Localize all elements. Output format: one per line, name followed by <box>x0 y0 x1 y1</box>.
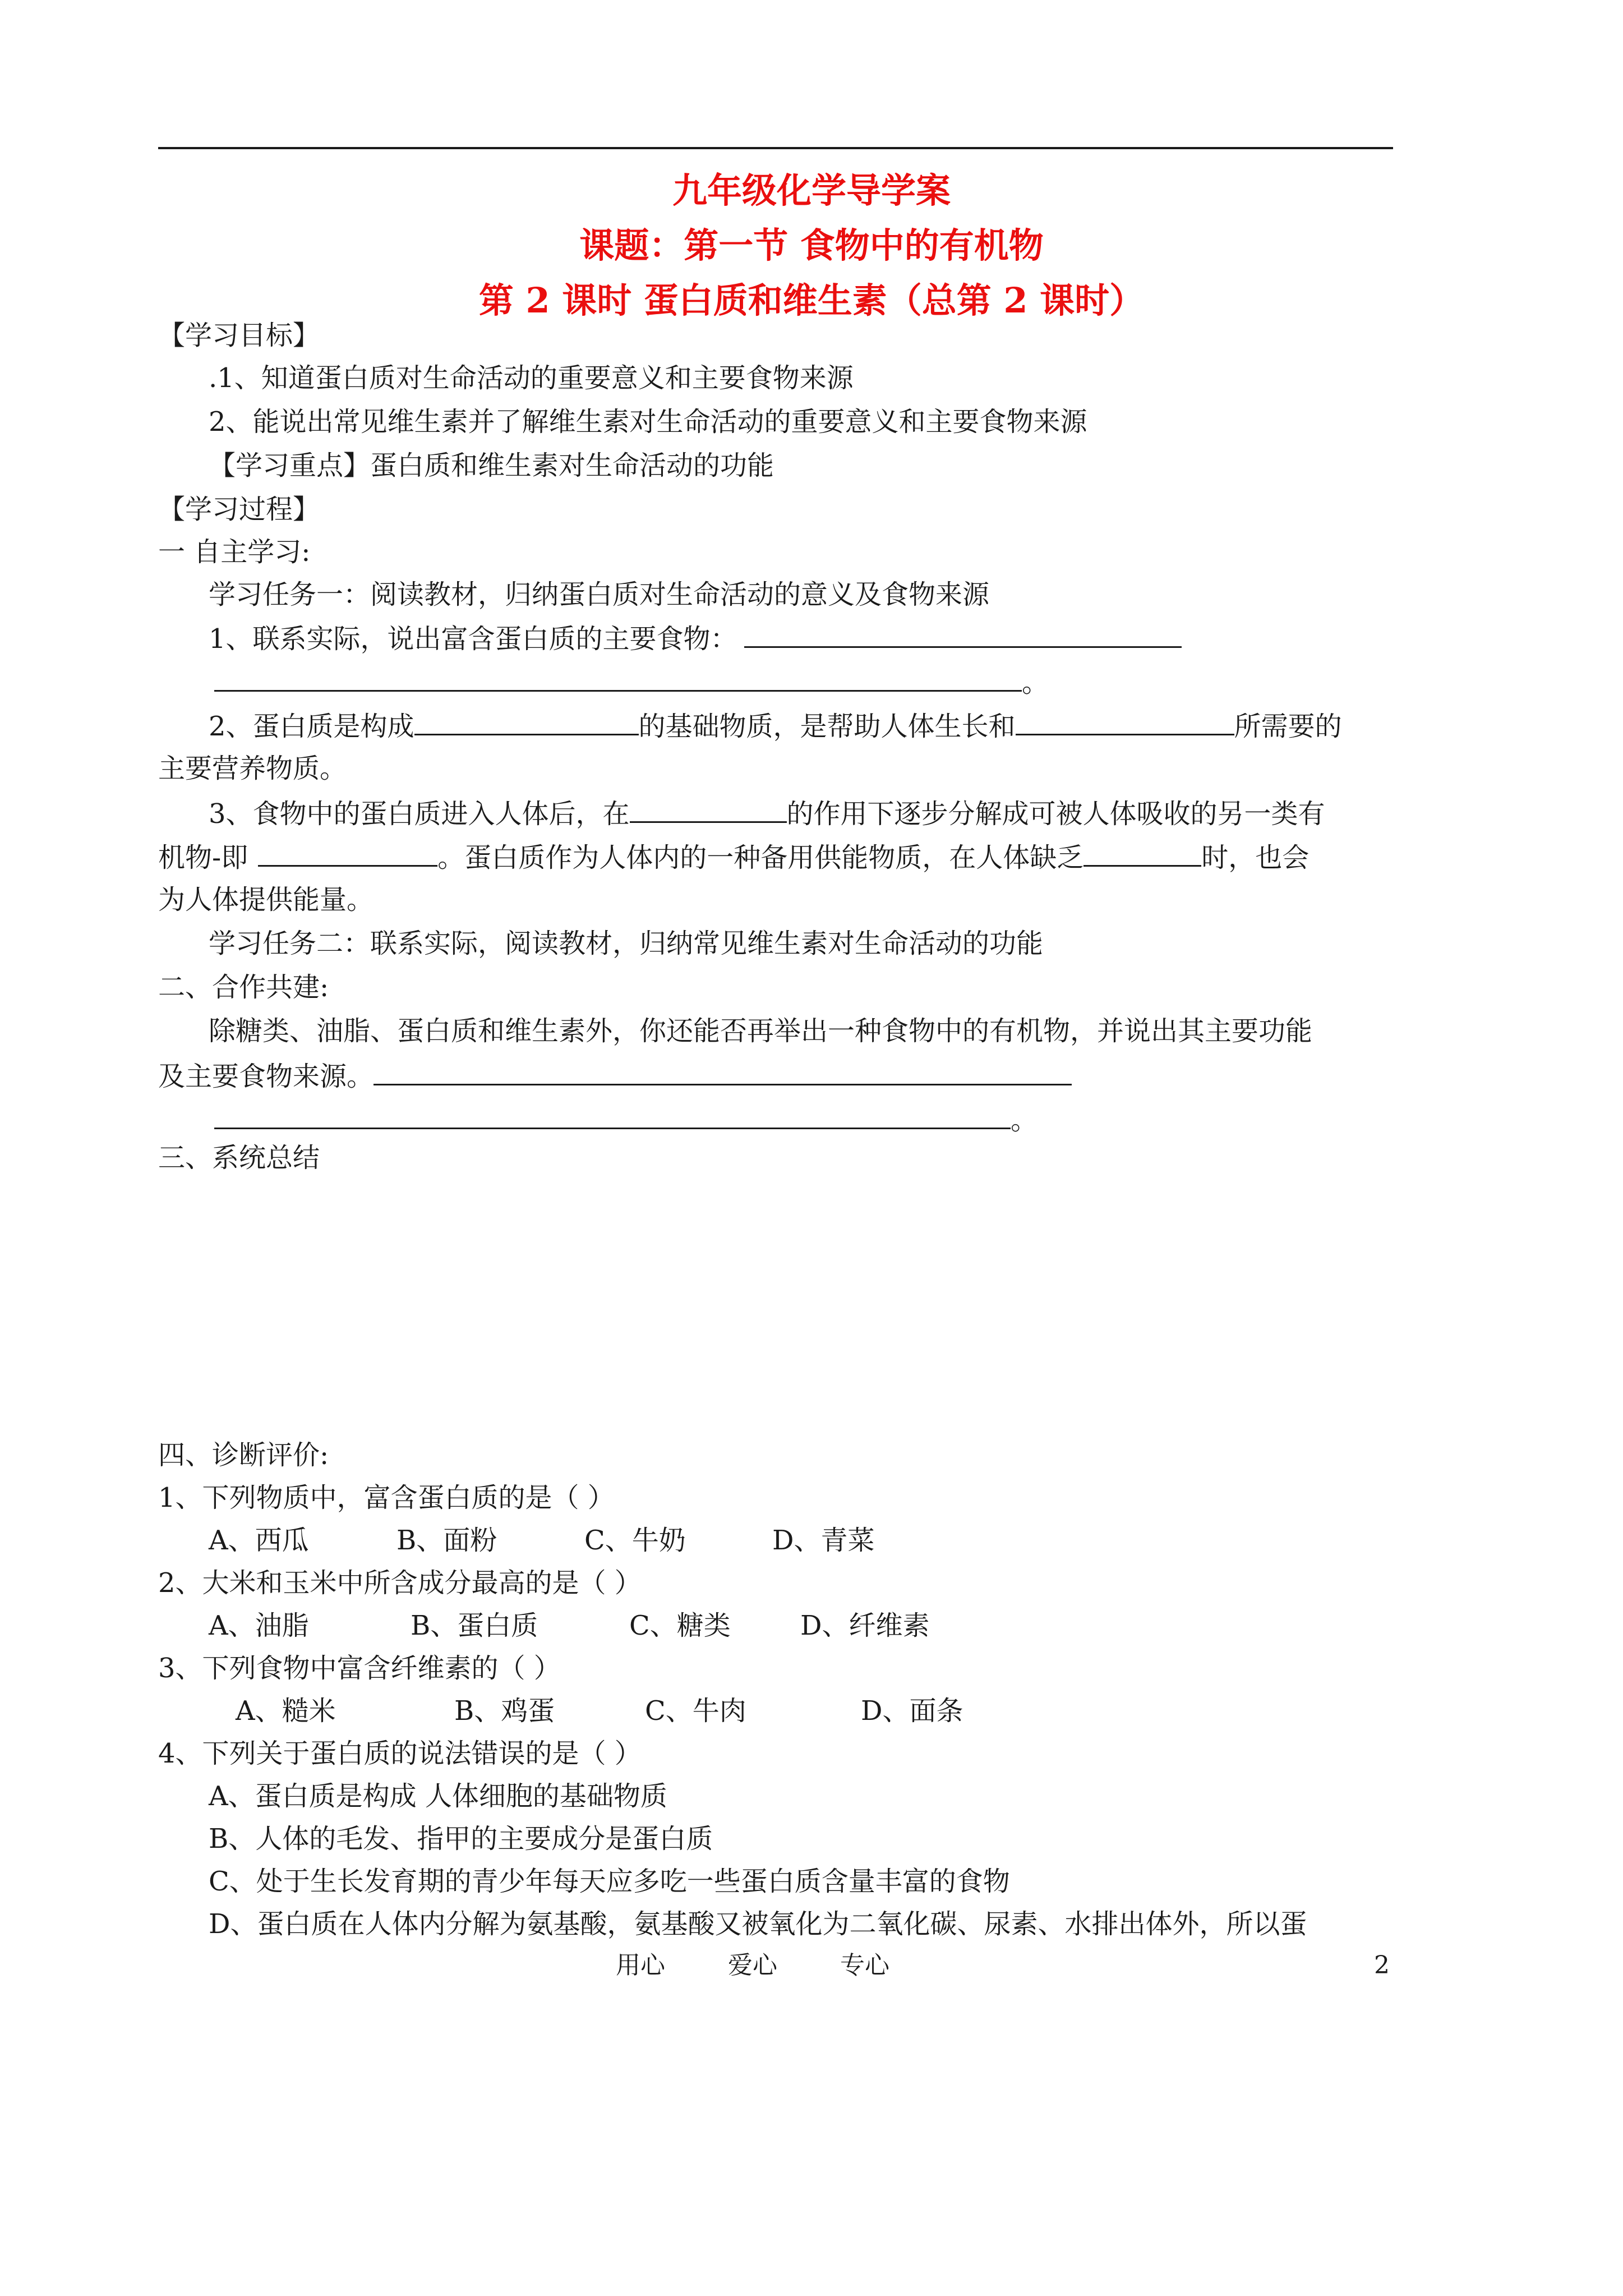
question-3-continuation <box>158 843 1309 871</box>
eval-q4-option-d[interactable]: D、蛋白质在人体内分解为氨基酸，氨基酸又被氧化为二氧化碳、尿素、水排出体外，所以蛋 <box>209 1908 1307 1940</box>
option[interactable]: D、青菜 <box>772 1525 875 1556</box>
answer-blank[interactable] <box>258 843 437 867</box>
question-2-part: 2、蛋白质是构成 <box>209 711 414 742</box>
eval-question-2: 2、大米和玉米中所含成分最高的是（ ） <box>158 1567 642 1599</box>
task-one: 学习任务一：阅读教材，归纳蛋白质对生命活动的意义及食物来源 <box>209 579 990 610</box>
answer-blank[interactable] <box>414 711 639 735</box>
eval-q4-option-c[interactable]: C、处于生长发育期的青少年每天应多吃一些蛋白质含量丰富的食物 <box>209 1866 1010 1897</box>
footer-motto-1: 用心 <box>616 1951 665 1980</box>
question-3-part: 3、食物中的蛋白质进入人体后，在 <box>209 798 630 830</box>
option[interactable]: D、面条 <box>861 1695 963 1727</box>
page-number: 2 <box>1374 1951 1390 1980</box>
question-3-end: 为人体提供能量。 <box>158 884 374 915</box>
section-self-study: 一 自主学习: <box>158 536 311 568</box>
period: 。 <box>1022 667 1049 698</box>
question-1-line <box>209 623 1182 655</box>
focus-text: 蛋白质和维生素对生命活动的功能 <box>370 450 774 481</box>
task-two: 学习任务二：联系实际，阅读教材，归纳常见维生素对生命活动的功能 <box>209 928 1044 959</box>
option[interactable]: A、油脂 <box>209 1610 309 1641</box>
period: 。 <box>1011 1105 1038 1136</box>
option[interactable]: B、鸡蛋 <box>454 1695 555 1727</box>
question-2-line <box>209 711 1342 740</box>
lesson-topic: 课题：第一节 食物中的有机物 <box>579 225 1044 266</box>
cooperation-line-2 <box>158 1061 1072 1090</box>
eval-q3-options <box>236 1695 963 1727</box>
answer-blank[interactable] <box>630 799 787 823</box>
answer-blank[interactable] <box>744 624 1182 648</box>
eval-q2-options <box>209 1612 930 1639</box>
objectives-heading: 【学习目标】 <box>158 320 320 351</box>
focus-line <box>209 452 774 479</box>
answer-blank[interactable] <box>214 668 1022 692</box>
objective-1: .1、知道蛋白质对生命活动的重要意义和主要食物来源 <box>209 362 854 394</box>
section-summary: 三、系统总结 <box>158 1142 320 1174</box>
eval-q4-option-a[interactable]: A、蛋白质是构成 人体细胞的基础物质 <box>209 1780 667 1812</box>
objective-2: 2、能说出常见维生素并了解维生素对生命活动的重要意义和主要食物来源 <box>209 406 1087 438</box>
footer-motto-2: 爱心 <box>728 1951 777 1980</box>
document-title: 九年级化学导学案 <box>672 170 951 211</box>
option[interactable]: D、纤维素 <box>800 1610 930 1641</box>
option[interactable]: C、牛肉 <box>645 1695 746 1727</box>
question-1-continuation <box>214 668 1049 696</box>
cooperation-prompt: 除糖类、油脂、蛋白质和维生素外，你还能否再举出一种食物中的有机物，并说出其主要功能 <box>209 1015 1313 1047</box>
eval-question-1: 1、下列物质中，富含蛋白质的是（ ） <box>158 1482 615 1513</box>
lesson-period: 第 2 课时 蛋白质和维生素（总第 2 课时） <box>478 280 1145 321</box>
question-3-part: 时，也会 <box>1201 842 1310 873</box>
question-3-part: 。蛋白质作为人体内的一种备用供能物质，在人体缺乏 <box>437 842 1084 873</box>
top-rule <box>158 147 1393 149</box>
answer-blank[interactable] <box>1016 711 1234 735</box>
process-heading: 【学习过程】 <box>158 494 320 525</box>
focus-label: 【学习重点】 <box>209 450 371 481</box>
option[interactable]: C、糖类 <box>629 1610 731 1641</box>
eval-q1-options <box>209 1527 875 1554</box>
option[interactable]: A、西瓜 <box>209 1525 309 1556</box>
answer-blank[interactable] <box>374 1061 1072 1085</box>
section-cooperation: 二、合作共建: <box>158 972 329 1003</box>
eval-question-4: 4、下列关于蛋白质的说法错误的是（ ） <box>158 1738 642 1769</box>
cooperation-line-3 <box>214 1105 1038 1134</box>
answer-blank[interactable] <box>214 1105 1011 1129</box>
option[interactable]: A、糙米 <box>236 1695 336 1727</box>
question-1-text: 1、联系实际，说出富含蛋白质的主要食物： <box>209 623 737 655</box>
cooperation-text: 及主要食物来源。 <box>158 1061 374 1092</box>
option[interactable]: B、蛋白质 <box>411 1610 538 1641</box>
question-3-part: 的作用下逐步分解成可被人体吸收的另一类有 <box>786 798 1325 830</box>
eval-question-3: 3、下列食物中富含纤维素的（ ） <box>158 1653 561 1684</box>
question-2-part: 的基础物质，是帮助人体生长和 <box>638 711 1016 742</box>
eval-q4-option-b[interactable]: B、人体的毛发、指甲的主要成分是蛋白质 <box>209 1823 713 1855</box>
question-2-continuation: 主要营养物质。 <box>158 753 347 784</box>
option[interactable]: C、牛奶 <box>584 1525 686 1556</box>
evaluation-heading: 四、诊断评价: <box>158 1439 329 1471</box>
question-2-part: 所需要的 <box>1234 711 1342 742</box>
question-3-line <box>209 798 1325 830</box>
option[interactable]: B、面粉 <box>396 1525 497 1556</box>
answer-blank[interactable] <box>1083 843 1201 867</box>
question-3-part: 机物-即 <box>158 842 248 873</box>
footer-motto-3: 专心 <box>840 1951 889 1980</box>
